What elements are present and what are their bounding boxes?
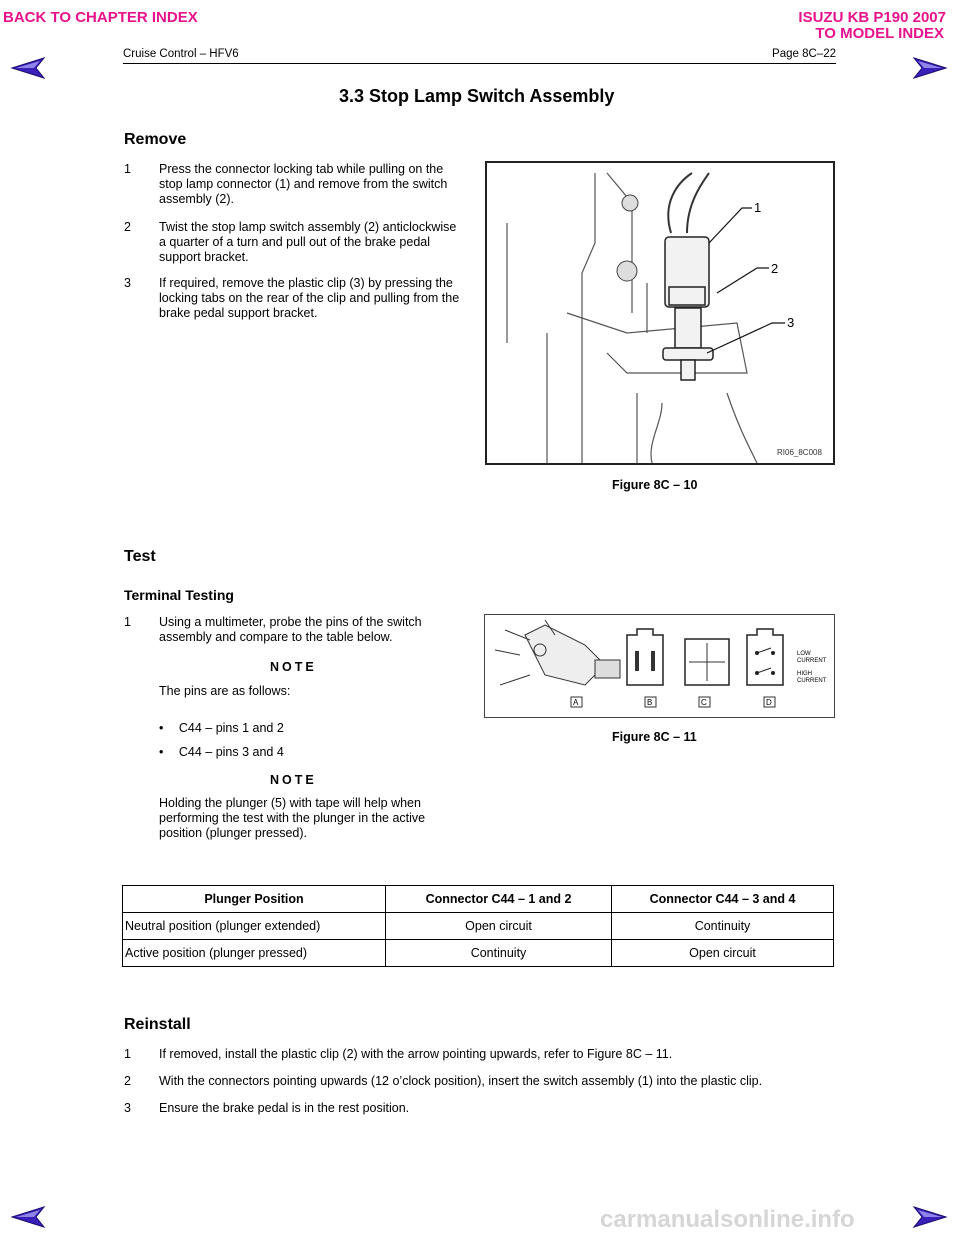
reinstall-heading: Reinstall xyxy=(124,1016,191,1033)
note-line: performing the test with the plunger in the active xyxy=(159,811,426,825)
next-page-arrow-icon[interactable] xyxy=(912,1205,948,1229)
low-current-label: LOW xyxy=(797,651,811,657)
step-text: With the connectors pointing upwards (12 o’clock position), insert the switch assembly (1) into the plastic clip. xyxy=(159,1074,763,1088)
remove-step-1 xyxy=(124,162,484,210)
step-line: Twist the stop lamp switch assembly (2) anticlockwise xyxy=(159,220,457,234)
remove-step-2 xyxy=(124,220,484,268)
figure-10-image xyxy=(485,161,835,465)
note-label: NOTE xyxy=(270,773,317,787)
remove-heading: Remove xyxy=(124,131,187,148)
test-step-1 xyxy=(124,615,464,647)
watermark: carmanualsonline.info xyxy=(600,1206,855,1233)
figure-11-image xyxy=(484,614,835,718)
step-number: 2 xyxy=(124,220,131,234)
step-line: locking tabs on the rear of the clip and pulling from the xyxy=(159,291,460,305)
table-cell: Open circuit xyxy=(612,940,834,967)
next-page-arrow-icon[interactable] xyxy=(912,56,948,80)
bullet-icon: • xyxy=(159,721,164,735)
step-line: support bracket. xyxy=(159,250,249,264)
step-number: 3 xyxy=(124,1101,131,1115)
note-2-text xyxy=(159,796,449,841)
panel-c-label: C xyxy=(701,698,707,707)
figure-10-caption: Figure 8C – 10 xyxy=(612,478,698,492)
step-line: If required, remove the plastic clip (3) by pressing the xyxy=(159,276,453,290)
table-cell: Continuity xyxy=(386,940,612,967)
terminal-testing-heading: Terminal Testing xyxy=(124,587,234,603)
step-number: 1 xyxy=(124,615,131,629)
reinstall-step-1 xyxy=(124,1047,824,1063)
panel-d-label: D xyxy=(766,698,772,707)
step-text: Ensure the brake pedal is in the rest position. xyxy=(159,1101,410,1115)
bullet-icon: • xyxy=(159,745,164,759)
step-number: 1 xyxy=(124,162,131,176)
figure-code: RI06_8C008 xyxy=(777,448,822,457)
table-cell: Continuity xyxy=(612,913,834,940)
table-header-row xyxy=(123,886,834,913)
note-label: NOTE xyxy=(270,660,317,674)
prev-page-arrow-icon[interactable] xyxy=(10,56,46,80)
figure-11-caption: Figure 8C – 11 xyxy=(612,730,697,744)
header-rule xyxy=(123,63,836,64)
step-line: Press the connector locking tab while pulling on the xyxy=(159,162,444,176)
table-header-cell: Connector C44 – 1 and 2 xyxy=(386,886,612,913)
high-current-label: CURRENT xyxy=(797,678,827,684)
connector-pin-diagram xyxy=(485,615,834,717)
bullet-text: C44 – pins 3 and 4 xyxy=(178,745,284,759)
remove-step-3 xyxy=(124,276,484,324)
bullet-item xyxy=(159,745,284,759)
bullet-text: C44 – pins 1 and 2 xyxy=(178,721,284,735)
panel-b-label: B xyxy=(647,698,653,707)
reinstall-step-3 xyxy=(124,1101,824,1117)
table-cell: Active position (plunger pressed) xyxy=(123,940,386,967)
to-model-index-label: TO MODEL INDEX xyxy=(815,25,944,42)
back-to-chapter-index-link[interactable]: BACK TO CHAPTER INDEX xyxy=(3,9,198,26)
low-current-label: CURRENT xyxy=(797,658,827,664)
bullet-item xyxy=(159,721,284,735)
note-line: position (plunger pressed). xyxy=(159,826,307,840)
header-right: Page 8C–22 xyxy=(772,48,836,60)
step-line: stop lamp connector (1) and remove from the switch xyxy=(159,177,448,191)
header-left: Cruise Control – HFV6 xyxy=(123,48,239,60)
table-cell: Neutral position (plunger extended) xyxy=(123,913,386,940)
stop-lamp-switch-illustration xyxy=(487,163,833,463)
section-title: 3.3 Stop Lamp Switch Assembly xyxy=(339,86,615,106)
test-heading: Test xyxy=(124,548,156,565)
prev-page-arrow-icon[interactable] xyxy=(10,1205,46,1229)
step-line: a quarter of a turn and pull out of the brake pedal xyxy=(159,235,431,249)
table-row xyxy=(123,913,834,940)
reinstall-step-2 xyxy=(124,1074,824,1090)
terminal-test-table xyxy=(122,885,834,967)
step-text: If removed, install the plastic clip (2) with the arrow pointing upwards, refer to Figure 8C – 11. xyxy=(159,1047,673,1061)
note-line: Holding the plunger (5) with tape will help when xyxy=(159,796,421,810)
step-number: 2 xyxy=(124,1074,131,1088)
step-number: 3 xyxy=(124,276,131,290)
model-title: ISUZU KB P190 2007 xyxy=(798,9,946,26)
step-line: assembly and compare to the table below. xyxy=(159,630,393,644)
panel-a-label: A xyxy=(573,698,579,707)
callout-3: 3 xyxy=(787,315,795,330)
table-header-cell: Plunger Position xyxy=(123,886,386,913)
model-index-link[interactable] xyxy=(798,10,946,42)
step-line: assembly (2). xyxy=(159,192,235,206)
step-number: 1 xyxy=(124,1047,131,1061)
step-line: brake pedal support bracket. xyxy=(159,306,318,320)
note-text: The pins are as follows: xyxy=(159,684,291,698)
callout-2: 2 xyxy=(771,261,779,276)
callout-1: 1 xyxy=(754,200,762,215)
table-row xyxy=(123,940,834,967)
table-header-cell: Connector C44 – 3 and 4 xyxy=(612,886,834,913)
table-cell: Open circuit xyxy=(386,913,612,940)
step-line: Using a multimeter, probe the pins of the switch xyxy=(159,615,422,629)
high-current-label: HIGH xyxy=(797,671,812,677)
